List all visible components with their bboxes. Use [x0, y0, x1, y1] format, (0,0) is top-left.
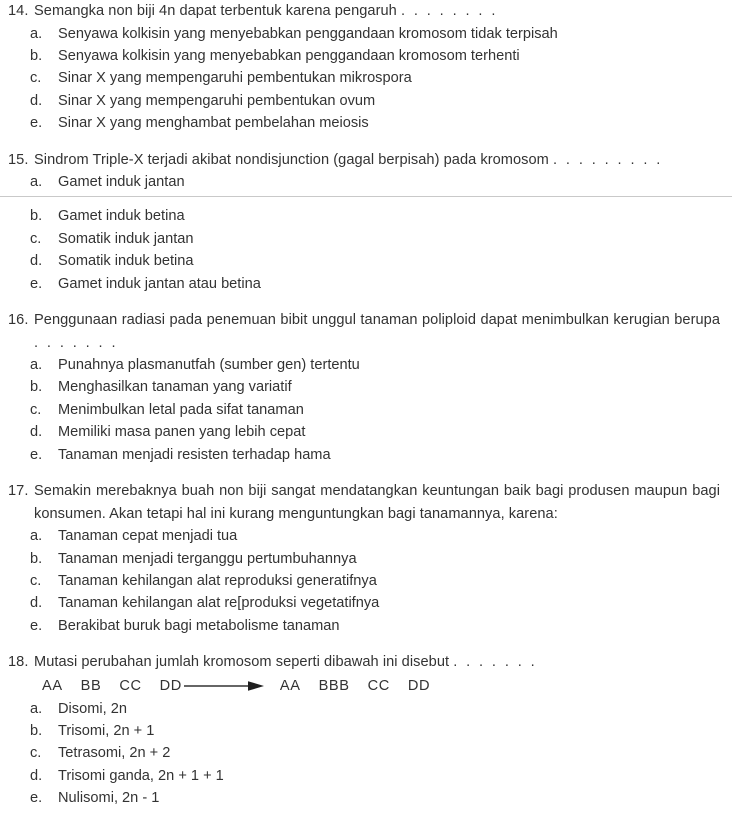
option-text: Nulisomi, 2n - 1 — [58, 790, 160, 807]
question-14-stem-text: Semangka non biji 4n dapat terbentuk karena pengaruh . . . . . . . . — [34, 3, 498, 19]
option-text: Sinar X yang mempengaruhi pembentukan ovum — [58, 92, 376, 109]
question-14-number: 14. — [8, 3, 29, 19]
question-14-leader: . . . . . . . . — [400, 3, 498, 19]
question-15-number: 15. — [8, 151, 29, 168]
option-letter: b. — [30, 47, 43, 64]
spacer — [0, 295, 732, 309]
option-item[interactable] — [8, 570, 720, 592]
option-letter: d. — [30, 595, 43, 612]
option-letter: e. — [30, 790, 43, 807]
option-item[interactable] — [8, 765, 720, 787]
question-14 — [0, 0, 732, 135]
option-letter: a. — [30, 700, 43, 717]
option-item[interactable] — [8, 112, 720, 134]
option-item[interactable] — [8, 548, 720, 570]
option-letter: a. — [30, 528, 43, 545]
option-letter: e. — [30, 115, 43, 132]
spacer — [0, 197, 732, 205]
question-16-options — [8, 354, 720, 466]
option-text: Tanaman kehilangan alat reproduksi generatifnya — [58, 572, 377, 589]
option-text: Gamet induk jantan atau betina — [58, 275, 261, 292]
option-item[interactable] — [8, 698, 720, 720]
option-text: Somatik induk betina — [58, 253, 194, 270]
option-item[interactable] — [8, 250, 720, 272]
option-item[interactable] — [8, 228, 720, 250]
question-17-number: 17. — [8, 483, 29, 500]
right-arrow-icon — [184, 680, 266, 692]
question-15-stem-text: Sindrom Triple-X terjadi akibat nondisjunction (gagal berpisah) pada kromosom . . . . . . . . . — [34, 151, 663, 168]
option-text: Tetrasomi, 2n + 2 — [58, 745, 171, 762]
question-18-stem-text: Mutasi perubahan jumlah kromosom seperti dibawah ini disebut . . . . . . . — [34, 654, 538, 671]
genotype-allele: BB — [80, 677, 102, 694]
option-letter: b. — [30, 550, 43, 567]
option-text: Trisomi ganda, 2n + 1 + 1 — [58, 767, 224, 784]
option-item[interactable] — [8, 376, 720, 398]
option-letter: c. — [30, 745, 42, 762]
option-item[interactable] — [8, 67, 720, 89]
option-item[interactable] — [8, 399, 720, 421]
option-text: Memiliki masa panen yang lebih cepat — [58, 424, 306, 441]
spacer — [0, 466, 732, 480]
question-18-number: 18. — [8, 654, 29, 671]
question-15 — [0, 149, 732, 194]
question-18-genotype-diagram — [42, 674, 720, 698]
question-16-stem-text: Penggunaan radiasi pada penemuan bibit unggul tanaman poliploid dapat menimbulkan kerugian berupa . . . . . . . — [34, 312, 720, 351]
option-text: Menimbulkan letal pada sifat tanaman — [58, 401, 304, 418]
option-text: Somatik induk jantan — [58, 230, 194, 247]
question-15-stem — [8, 149, 720, 172]
option-item[interactable] — [8, 205, 720, 227]
option-letter: b. — [30, 723, 43, 740]
question-18 — [0, 651, 732, 810]
question-17-options — [8, 525, 720, 637]
option-item[interactable] — [8, 742, 720, 764]
option-letter: a. — [30, 174, 43, 191]
option-letter: e. — [30, 275, 43, 292]
option-text: Sinar X yang menghambat pembelahan meiosis — [58, 115, 369, 132]
option-item[interactable] — [8, 90, 720, 112]
option-item[interactable] — [8, 23, 720, 45]
option-text: Tanaman menjadi resisten terhadap hama — [58, 446, 331, 463]
question-16 — [0, 309, 732, 466]
option-item[interactable] — [8, 444, 720, 466]
question-14-stem — [8, 0, 720, 23]
option-letter: e. — [30, 446, 43, 463]
option-letter: d. — [30, 92, 43, 109]
option-text: Senyawa kolkisin yang menyebabkan penggandaan kromosom terhenti — [58, 47, 520, 64]
option-letter: c. — [30, 230, 42, 247]
option-letter: c. — [30, 401, 42, 418]
question-17 — [0, 480, 732, 637]
question-16-number: 16. — [8, 312, 29, 329]
option-item[interactable] — [8, 615, 720, 637]
question-16-leader: . . . . . . . — [34, 334, 118, 351]
option-letter: e. — [30, 617, 43, 634]
question-17-stem — [8, 480, 720, 525]
option-letter: c. — [30, 70, 42, 87]
option-item[interactable] — [8, 421, 720, 443]
question-18-leader: . . . . . . . — [453, 654, 538, 671]
question-18-options — [8, 698, 720, 810]
genotype-allele: CC — [119, 677, 142, 694]
option-text: Gamet induk betina — [58, 208, 185, 225]
option-text: Berakibat buruk bagi metabolisme tanaman — [58, 617, 340, 634]
option-item[interactable] — [8, 787, 720, 809]
option-text: Disomi, 2n — [58, 700, 127, 717]
option-text: Trisomi, 2n + 1 — [58, 723, 155, 740]
option-letter: a. — [30, 357, 43, 374]
genotype-allele: DD — [407, 677, 431, 694]
option-letter: d. — [30, 424, 43, 441]
question-14-options — [8, 23, 720, 135]
option-letter: b. — [30, 208, 43, 225]
option-text: Sinar X yang mempengaruhi pembentukan mikrospora — [58, 70, 412, 87]
genotype-allele: AA — [279, 677, 301, 694]
option-text: Tanaman menjadi terganggu pertumbuhannya — [58, 550, 357, 567]
option-item[interactable] — [8, 171, 720, 193]
option-item[interactable] — [8, 354, 720, 376]
question-16-stem — [8, 309, 720, 354]
option-letter: b. — [30, 379, 43, 396]
option-text: Tanaman cepat menjadi tua — [58, 528, 238, 545]
genotype-allele: AA — [42, 677, 63, 694]
option-item[interactable] — [8, 273, 720, 295]
question-15-options-bottom — [8, 205, 720, 295]
question-17-stem-text: Semakin merebaknya buah non biji sangat mendatangkan keuntungan baik bagi produsen maupun bagi konsumen. Akan tetapi hal ini kurang menguntungkan bagi tanamannya, karena: — [34, 483, 720, 522]
option-text: Gamet induk jantan — [58, 174, 185, 191]
genotype-allele: BBB — [318, 677, 350, 694]
option-item[interactable] — [8, 45, 720, 67]
genotype-right-group — [280, 675, 430, 697]
option-text: Senyawa kolkisin yang menyebabkan penggandaan kromosom tidak terpisah — [58, 25, 558, 42]
question-15-leader: . . . . . . . . . — [553, 151, 663, 168]
option-letter: a. — [30, 25, 43, 42]
option-item[interactable] — [8, 525, 720, 547]
option-letter: c. — [30, 572, 42, 589]
question-15-options-top — [8, 171, 720, 193]
option-text: Punahnya plasmanutfah (sumber gen) tertentu — [58, 357, 360, 374]
option-text: Tanaman kehilangan alat re[produksi vegetatifnya — [58, 595, 380, 612]
spacer — [0, 637, 732, 651]
option-item[interactable] — [8, 592, 720, 614]
genotype-allele: CC — [367, 677, 390, 694]
option-letter: d. — [30, 767, 43, 784]
question-18-stem — [8, 651, 720, 674]
question-15-continued — [0, 205, 732, 295]
genotype-left-group — [42, 675, 182, 697]
spacer — [0, 135, 732, 149]
option-text: Menghasilkan tanaman yang variatif — [58, 379, 292, 396]
genotype-allele: DD — [159, 677, 182, 694]
option-letter: d. — [30, 253, 43, 270]
option-item[interactable] — [8, 720, 720, 742]
